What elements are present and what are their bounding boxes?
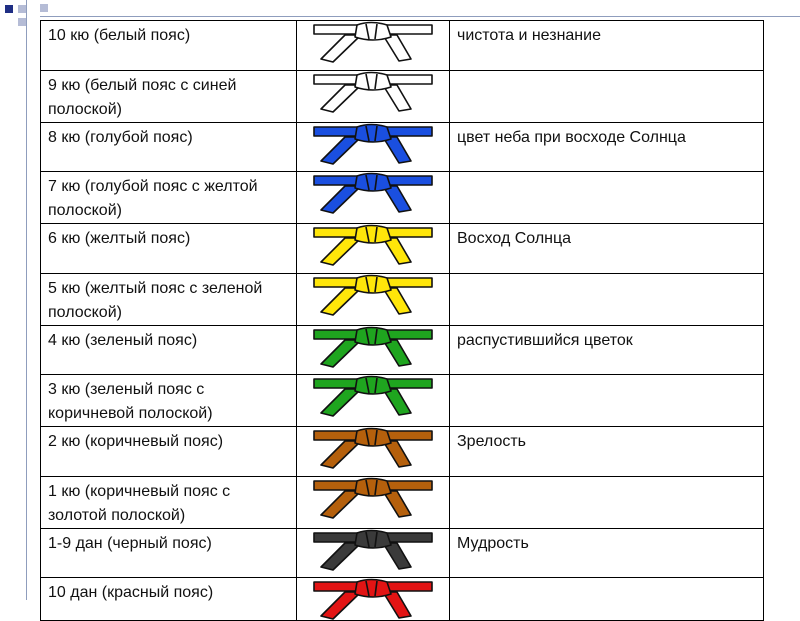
meaning-cell bbox=[450, 528, 764, 578]
belt-knot bbox=[355, 23, 391, 41]
decor-square bbox=[40, 4, 48, 12]
rank-label: 9 кю (белый пояс с синей полоской) bbox=[48, 76, 237, 118]
belt-cell bbox=[297, 224, 450, 274]
rank-label: 2 кю (коричневый пояс) bbox=[48, 433, 224, 450]
belt-knot bbox=[355, 275, 391, 293]
belt-icon bbox=[311, 172, 435, 214]
belt-icon bbox=[311, 274, 435, 316]
rank-label: 8 кю (голубой пояс) bbox=[48, 128, 193, 146]
meaning-cell bbox=[450, 21, 764, 71]
belt-icon bbox=[311, 427, 435, 469]
belt-icon bbox=[311, 375, 435, 417]
belt-end bbox=[321, 238, 361, 265]
rank-label: 7 кю (голубой пояс с желтой полоской) bbox=[48, 178, 258, 219]
table-row bbox=[41, 70, 764, 122]
meaning-cell bbox=[450, 70, 764, 122]
table-row bbox=[41, 21, 764, 71]
rank-cell bbox=[41, 172, 297, 224]
meaning-label bbox=[450, 71, 763, 74]
belt-icon bbox=[311, 477, 435, 519]
decor-square bbox=[18, 5, 26, 13]
meaning-cell bbox=[450, 172, 764, 224]
rank-cell bbox=[41, 224, 297, 274]
belt-knot bbox=[355, 226, 391, 244]
meaning-label bbox=[450, 172, 763, 175]
meaning-label: цвет неба при восходе Солнца bbox=[457, 128, 686, 146]
belt-knot bbox=[355, 377, 391, 395]
meaning-cell bbox=[450, 273, 764, 325]
belt-end bbox=[321, 186, 361, 213]
rank-cell bbox=[41, 70, 297, 122]
belt-cell bbox=[297, 476, 450, 528]
rank-label: 3 кю (зеленый пояс с коричневой полоской) bbox=[48, 381, 213, 422]
belt-knot bbox=[355, 580, 391, 598]
belt-end bbox=[321, 543, 361, 570]
slide-left-rule bbox=[26, 0, 27, 600]
belt-cell bbox=[297, 427, 450, 477]
belt-icon bbox=[311, 578, 435, 620]
belt-knot bbox=[355, 174, 391, 192]
belt-cell bbox=[297, 172, 450, 224]
belt-knot bbox=[355, 478, 391, 496]
rank-cell bbox=[41, 122, 297, 172]
table-row bbox=[41, 427, 764, 477]
rank-label: 10 дан (красный пояс) bbox=[48, 584, 214, 601]
table-row bbox=[41, 224, 764, 274]
rank-cell bbox=[41, 427, 297, 477]
belt-icon bbox=[311, 529, 435, 571]
belt-icon bbox=[311, 326, 435, 368]
belt-icon bbox=[311, 21, 435, 63]
belt-knot bbox=[355, 429, 391, 447]
belt-cell bbox=[297, 325, 450, 375]
decor-square bbox=[18, 18, 26, 26]
meaning-cell bbox=[450, 578, 764, 621]
table-row bbox=[41, 476, 764, 528]
belt-knot bbox=[355, 124, 391, 142]
decor-square bbox=[5, 5, 13, 13]
belt-end bbox=[321, 441, 361, 468]
belt-knot bbox=[355, 530, 391, 548]
rank-cell bbox=[41, 578, 297, 621]
table-row bbox=[41, 528, 764, 578]
meaning-cell bbox=[450, 427, 764, 477]
belt-knot bbox=[355, 72, 391, 90]
meaning-cell bbox=[450, 224, 764, 274]
meaning-label: Зрелость bbox=[457, 433, 527, 450]
meaning-label bbox=[450, 274, 763, 277]
belt-end bbox=[321, 85, 361, 112]
belt-end bbox=[321, 340, 361, 367]
rank-cell bbox=[41, 21, 297, 71]
meaning-cell bbox=[450, 325, 764, 375]
rank-cell bbox=[41, 476, 297, 528]
rank-cell bbox=[41, 528, 297, 578]
belt-icon bbox=[311, 123, 435, 165]
rank-label: 10 кю (белый пояс) bbox=[48, 27, 191, 44]
belt-end bbox=[321, 137, 361, 164]
table-row bbox=[41, 375, 764, 427]
slide-top-rule bbox=[40, 16, 800, 17]
rank-label: 1 кю (коричневый пояс с золотой полоской) bbox=[48, 482, 231, 524]
table-row bbox=[41, 273, 764, 325]
rank-label: 4 кю (зеленый пояс) bbox=[48, 331, 198, 349]
meaning-label bbox=[450, 578, 763, 581]
rank-cell bbox=[41, 273, 297, 325]
belt-cell bbox=[297, 578, 450, 621]
belt-end bbox=[321, 35, 361, 62]
meaning-cell bbox=[450, 122, 764, 172]
rank-label: 5 кю (желтый пояс с зеленой полоской) bbox=[48, 279, 263, 321]
rank-cell bbox=[41, 325, 297, 375]
belt-cell bbox=[297, 528, 450, 578]
belt-cell bbox=[297, 122, 450, 172]
belt-cell bbox=[297, 273, 450, 325]
table-row bbox=[41, 172, 764, 224]
rank-label: 1-9 дан (черный пояс) bbox=[48, 534, 212, 552]
rank-label: 6 кю (желтый пояс) bbox=[48, 230, 191, 247]
belt-cell bbox=[297, 21, 450, 71]
meaning-label: Мудрость bbox=[457, 534, 529, 552]
meaning-label: распустившийся цветок bbox=[457, 331, 633, 349]
belt-cell bbox=[297, 70, 450, 122]
table-row bbox=[41, 578, 764, 621]
meaning-label: Восход Солнца bbox=[457, 230, 572, 247]
belt-end bbox=[321, 592, 361, 619]
belt-end bbox=[321, 389, 361, 416]
belt-end bbox=[321, 491, 361, 518]
meaning-label bbox=[450, 375, 763, 378]
belt-icon bbox=[311, 71, 435, 113]
meaning-cell bbox=[450, 375, 764, 427]
belt-ranks-table bbox=[40, 20, 764, 621]
belt-knot bbox=[355, 327, 391, 345]
meaning-label bbox=[450, 477, 763, 480]
rank-cell bbox=[41, 375, 297, 427]
table-row bbox=[41, 325, 764, 375]
meaning-cell bbox=[450, 476, 764, 528]
table-row bbox=[41, 122, 764, 172]
belt-icon bbox=[311, 224, 435, 266]
meaning-label: чистота и незнание bbox=[457, 27, 601, 44]
belt-cell bbox=[297, 375, 450, 427]
belt-end bbox=[321, 288, 361, 315]
